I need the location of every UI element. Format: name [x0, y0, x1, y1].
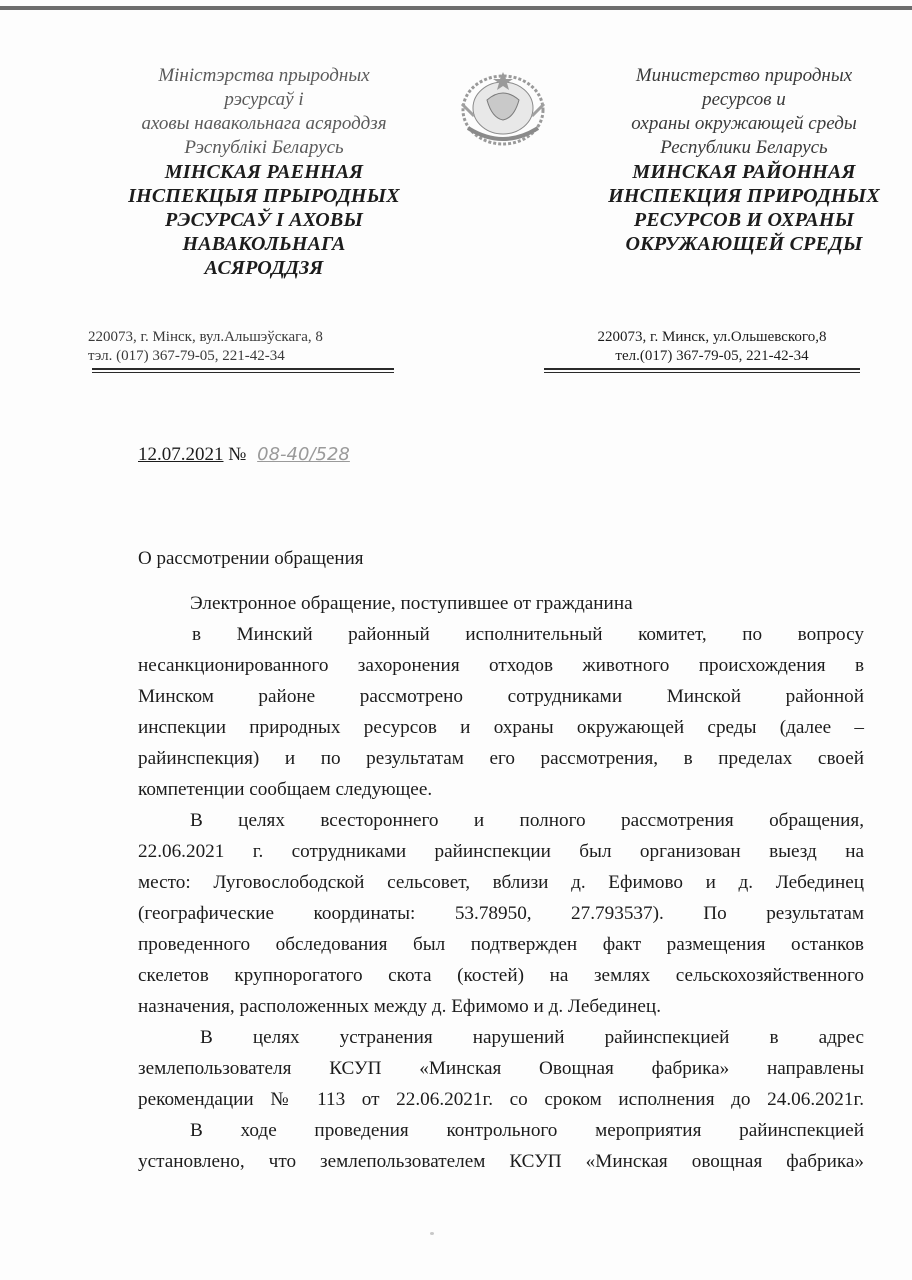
ministry-line: Міністэрства прыродных — [158, 65, 370, 86]
ministry-line: рэсурсаў і — [224, 89, 304, 110]
document-number: 08-40/528 — [257, 444, 350, 465]
body-line: установлено, что землепользователем КСУП «Минская овощная фабрика» — [138, 1151, 864, 1172]
body-line: рекомендации № 113 от 22.06.2021г. со сроком исполнения до 24.06.2021г. — [138, 1089, 864, 1110]
body-line: в Минский районный исполнительный комитет, по вопросу — [192, 624, 864, 645]
divider-right-bottom — [544, 372, 860, 373]
body-line: В целях всестороннего и полного рассмотрения обращения, — [190, 810, 864, 831]
address-block-right — [562, 328, 862, 366]
header-right-russian — [576, 64, 912, 256]
organization-line: АСЯРОДДЗЯ — [204, 257, 324, 279]
ministry-line: охраны окружающей среды — [631, 113, 857, 134]
body-line: скелетов крупнорогатого скота (костей) на землях сельскохозяйственного — [138, 965, 864, 986]
body-line: землепользователя КСУП «Минская Овощная фабрика» направлены — [138, 1058, 864, 1079]
address: 220073, г. Мінск, вул.Альшэўскага, 8 — [88, 329, 323, 345]
body-line: Электронное обращение, поступившее от гражданина — [190, 593, 633, 614]
document-date: 12.07.2021 — [138, 444, 224, 465]
body-line: проведенного обследования был подтвержден факт размещения останков — [138, 934, 864, 955]
body-line: компетенции сообщаем следующее. — [138, 779, 433, 800]
phone: тел.(017) 367-79-05, 221-42-34 — [615, 348, 809, 364]
body-line: 22.06.2021 г. сотрудниками райинспекции был организован выезд на — [138, 841, 864, 862]
address-block-left — [88, 328, 388, 366]
address: 220073, г. Минск, ул.Ольшевского,8 — [597, 329, 827, 345]
ministry-line: аховы навакольнага асяроддзя — [141, 113, 387, 134]
organization-line: ІНСПЕКЦЫЯ ПРЫРОДНЫХ — [128, 185, 400, 207]
organization-line: МІНСКАЯ РАЕННАЯ — [164, 161, 364, 183]
header-left-belarusian — [96, 64, 432, 280]
body-line: (географические координаты: 53.78950, 27.793537). По результатам — [138, 903, 864, 924]
organization-line: РЭСУРСАЎ І АХОВЫ — [164, 209, 364, 231]
page-top-edge — [0, 6, 912, 10]
body-line: назначения, расположенных между д. Ефимомо и д. Лебединец. — [138, 996, 661, 1017]
organization-line: МИНСКАЯ РАЙОННАЯ — [632, 161, 856, 183]
ministry-line: Республики Беларусь — [660, 137, 828, 158]
number-label: № — [228, 444, 247, 465]
ministry-line: Рэспублікі Беларусь — [184, 137, 344, 158]
organization-line: ОКРУЖАЮЩЕЙ СРЕДЫ — [625, 233, 863, 255]
state-emblem-icon — [454, 68, 552, 148]
divider-left-bottom — [92, 372, 394, 373]
ministry-line: ресурсов и — [702, 89, 786, 110]
registration-line — [138, 444, 350, 466]
letter-body — [138, 588, 864, 1177]
organization-line: НАВАКОЛЬНАГА — [182, 233, 346, 255]
scan-speck — [430, 1232, 434, 1235]
ministry-line: Министерство природных — [635, 65, 853, 86]
body-line: райинспекция) и по результатам его рассмотрения, в пределах своей — [138, 748, 864, 769]
body-line: инспекции природных ресурсов и охраны окружающей среды (далее – — [138, 717, 864, 738]
phone: тэл. (017) 367-79-05, 221-42-34 — [88, 348, 285, 364]
body-line: место: Луговослободской сельсовет, вблизи д. Ефимово и д. Лебединец — [138, 872, 864, 893]
subject-line: О рассмотрении обращения — [138, 548, 364, 569]
body-line: Минском районе рассмотрено сотрудниками Минской районной — [138, 686, 864, 707]
organization-line: ИНСПЕКЦИЯ ПРИРОДНЫХ — [608, 185, 880, 207]
organization-line: РЕСУРСОВ И ОХРАНЫ — [633, 209, 855, 231]
divider-left-top — [92, 368, 394, 370]
body-line: В целях устранения нарушений райинспекцией в адрес — [200, 1027, 864, 1048]
body-line: несанкционированного захоронения отходов животного происхождения в — [138, 655, 864, 676]
divider-right-top — [544, 368, 860, 370]
body-line: В ходе проведения контрольного мероприятия райинспекцией — [190, 1120, 864, 1141]
